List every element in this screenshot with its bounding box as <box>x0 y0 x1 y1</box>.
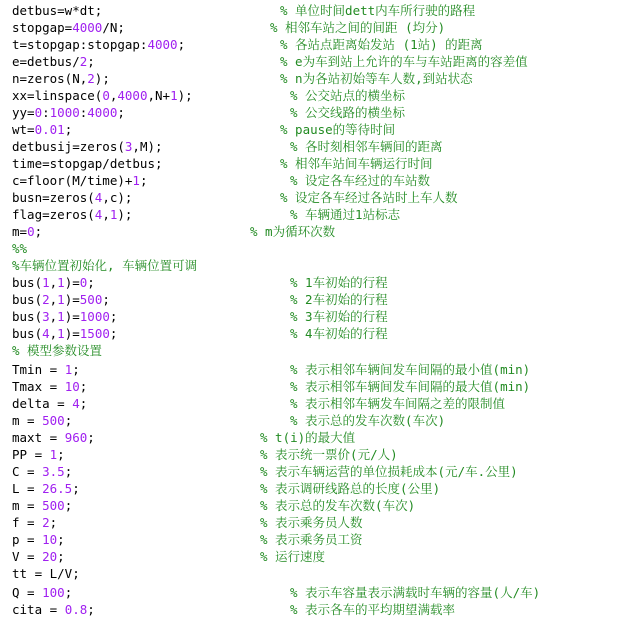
code-line[interactable] <box>12 412 446 429</box>
code-comment: % 表示各车的平均期望满载率 <box>290 602 456 617</box>
code-comment: % m为循环次数 <box>250 224 336 239</box>
number-literal: 3.5 <box>42 464 65 479</box>
number-literal: 1 <box>170 88 178 103</box>
code-line[interactable] <box>12 361 531 378</box>
cell-divider: %% <box>12 241 28 256</box>
number-literal: 10 <box>42 532 58 547</box>
code-text: time=stopgap/detbus; <box>12 156 163 171</box>
code-comment: % 表示相邻车辆发车间隔之差的限制值 <box>290 396 506 411</box>
code-text: m=0; <box>12 224 43 239</box>
code-line[interactable] <box>12 342 102 359</box>
code-comment: % e为车到站上允许的车与车站距离的容差值 <box>280 54 528 69</box>
code-line[interactable] <box>12 155 433 172</box>
code-text: C = 3.5; <box>12 464 73 479</box>
code-text: xx=linspace(0,4000,N+1); <box>12 88 193 103</box>
code-line[interactable] <box>12 378 531 395</box>
code-comment: % 3车初始的行程 <box>290 309 388 324</box>
code-line[interactable] <box>12 104 406 121</box>
code-comment: % 设定各车经过各站时上车人数 <box>280 190 458 205</box>
code-text: PP = 1; <box>12 447 65 462</box>
number-literal: 100 <box>42 585 65 600</box>
code-line[interactable] <box>12 206 401 223</box>
code-line[interactable] <box>12 291 388 308</box>
code-comment: % n为各站初始等车人数,到站状态 <box>280 71 473 86</box>
code-line[interactable] <box>12 308 388 325</box>
number-literal: 1 <box>49 447 58 462</box>
code-line[interactable] <box>12 429 356 446</box>
code-text: n=zeros(N,2); <box>12 71 110 86</box>
code-line[interactable] <box>12 274 388 291</box>
code-comment: % 设定各车经过的车站数 <box>290 173 431 188</box>
code-text: tt = L/V; <box>12 566 80 581</box>
number-literal: 0 <box>27 224 35 239</box>
code-text: p = 10; <box>12 532 65 547</box>
code-text: c=floor(M/time)+1; <box>12 173 148 188</box>
number-literal: 1 <box>57 292 65 307</box>
section-comment: % 模型参数设置 <box>12 343 103 358</box>
code-line[interactable] <box>12 53 528 70</box>
code-text: detbusij=zeros(3,M); <box>12 139 163 154</box>
code-comment: % 表示调研线路总的长度(公里) <box>260 481 441 496</box>
code-line[interactable] <box>12 172 431 189</box>
code-comment: % 表示相邻车辆间发车间隔的最小值(min) <box>290 362 531 377</box>
code-text: m = 500; <box>12 413 73 428</box>
code-line[interactable] <box>12 121 396 138</box>
code-line[interactable] <box>12 463 518 480</box>
code-text: Tmin = 1; <box>12 362 80 377</box>
number-literal: 500 <box>79 292 103 307</box>
code-comment: % 表示车辆运营的单位损耗成本(元/车.公里) <box>260 464 518 479</box>
code-line[interactable] <box>12 601 456 618</box>
number-literal: 1500 <box>79 326 110 341</box>
number-literal: 26.5 <box>42 481 73 496</box>
number-literal: 2 <box>42 292 50 307</box>
code-comment: % 表示车容量表示满载时车辆的容量(人/车) <box>290 585 541 600</box>
code-line[interactable] <box>12 565 80 582</box>
code-comment: % 单位时间dett内车所行驶的路程 <box>280 3 476 18</box>
code-comment: % 各站点距离始发站 (1站) 的距离 <box>280 37 483 52</box>
code-line[interactable] <box>12 257 197 274</box>
code-line[interactable] <box>12 19 446 36</box>
number-literal: 2 <box>87 71 95 86</box>
code-line[interactable] <box>12 138 443 155</box>
code-line[interactable] <box>12 240 27 257</box>
number-literal: 4000 <box>72 20 103 35</box>
section-comment: %车辆位置初始化, 车辆位置可调 <box>12 258 198 273</box>
number-literal: 1000 <box>49 105 80 120</box>
code-text: stopgap=4000/N; <box>12 20 125 35</box>
code-comment: % 运行速度 <box>260 549 326 564</box>
number-literal: 960 <box>64 430 88 445</box>
code-line[interactable] <box>12 548 326 565</box>
code-line[interactable] <box>12 70 473 87</box>
number-literal: 4 <box>42 326 50 341</box>
number-literal: 4000 <box>147 37 178 52</box>
code-line[interactable] <box>12 36 483 53</box>
code-text: V = 20; <box>12 549 65 564</box>
code-comment: % 表示统一票价(元/人) <box>260 447 398 462</box>
number-literal: 1000 <box>79 309 110 324</box>
code-line[interactable] <box>12 446 398 463</box>
number-literal: 4 <box>94 190 103 205</box>
number-literal: 20 <box>42 549 58 564</box>
code-line[interactable] <box>12 480 441 497</box>
code-text: m = 500; <box>12 498 73 513</box>
code-line[interactable] <box>12 325 388 342</box>
number-literal: 3 <box>124 139 133 154</box>
code-comment: % t(i)的最大值 <box>260 430 356 445</box>
number-literal: 0 <box>102 88 110 103</box>
code-comment: % 表示乘务员人数 <box>260 515 363 530</box>
number-literal: 2 <box>79 54 88 69</box>
code-line[interactable] <box>12 584 541 601</box>
code-comment: % 相邻车站间车辆运行时间 <box>280 156 433 171</box>
code-line[interactable] <box>12 395 506 412</box>
code-line[interactable] <box>12 2 476 19</box>
number-literal: 0 <box>79 275 88 290</box>
code-text: bus(3,1)=1000; <box>12 309 118 324</box>
code-line[interactable] <box>12 189 458 206</box>
number-literal: 0.8 <box>64 602 88 617</box>
code-text: bus(2,1)=500; <box>12 292 110 307</box>
number-literal: 0 <box>34 105 43 120</box>
code-text: bus(4,1)=1500; <box>12 326 118 341</box>
code-text: maxt = 960; <box>12 430 95 445</box>
code-text: Tmax = 10; <box>12 379 88 394</box>
code-line[interactable] <box>12 87 406 104</box>
code-comment: % 相邻车站之间的间距 (均分) <box>270 20 446 35</box>
code-comment: % 各时刻相邻车辆间的距离 <box>290 139 443 154</box>
code-comment: % pause的等待时间 <box>280 122 396 137</box>
code-text: L = 26.5; <box>12 481 80 496</box>
number-literal: 500 <box>42 498 65 513</box>
number-literal: 4 <box>94 207 103 222</box>
code-comment: % 2车初始的行程 <box>290 292 388 307</box>
code-comment: % 4车初始的行程 <box>290 326 388 341</box>
code-text: Q = 100; <box>12 585 73 600</box>
code-line[interactable] <box>12 514 363 531</box>
number-literal: 500 <box>42 413 65 428</box>
code-text: e=detbus/2; <box>12 54 95 69</box>
code-text: delta = 4; <box>12 396 88 411</box>
code-line[interactable] <box>12 223 336 240</box>
code-comment: % 表示总的发车次数(车次) <box>290 413 446 428</box>
code-text: cita = 0.8; <box>12 602 95 617</box>
number-literal: 4 <box>72 396 80 411</box>
code-comment: % 车辆通过1站标志 <box>290 207 401 222</box>
code-text: wt=0.01; <box>12 122 73 137</box>
code-line[interactable] <box>12 497 416 514</box>
code-text: bus(1,1)=0; <box>12 275 95 290</box>
number-literal: 2 <box>42 515 50 530</box>
code-comment: % 公交线路的横坐标 <box>290 105 406 120</box>
number-literal: 1 <box>109 207 118 222</box>
number-literal: 10 <box>64 379 80 394</box>
code-comment: % 表示总的发车次数(车次) <box>260 498 416 513</box>
code-text: busn=zeros(4,c); <box>12 190 133 205</box>
number-literal: 1 <box>42 275 50 290</box>
code-text: f = 2; <box>12 515 58 530</box>
number-literal: 1 <box>57 326 65 341</box>
code-comment: % 公交站点的横坐标 <box>290 88 406 103</box>
number-literal: 1 <box>64 362 73 377</box>
number-literal: 1 <box>132 173 140 188</box>
code-comment: % 表示乘务员工资 <box>260 532 363 547</box>
number-literal: 4000 <box>87 105 118 120</box>
number-literal: 3 <box>42 309 50 324</box>
number-literal: 1 <box>57 309 65 324</box>
code-text: flag=zeros(4,1); <box>12 207 133 222</box>
number-literal: 4000 <box>117 88 148 103</box>
code-comment: % 1车初始的行程 <box>290 275 388 290</box>
number-literal: 1 <box>57 275 65 290</box>
code-comment: % 表示相邻车辆间发车间隔的最大值(min) <box>290 379 531 394</box>
code-text: detbus=w*dt; <box>12 3 103 18</box>
code-text: t=stopgap:stopgap:4000; <box>12 37 186 52</box>
code-line[interactable] <box>12 531 363 548</box>
number-literal: 0.01 <box>34 122 65 137</box>
code-text: yy=0:1000:4000; <box>12 105 125 120</box>
